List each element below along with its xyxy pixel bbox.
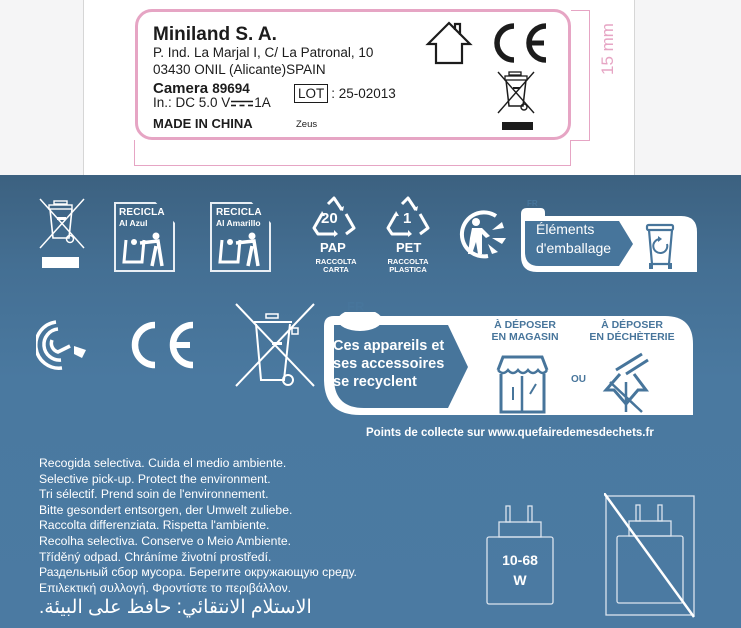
brand: Zeus [296, 119, 318, 130]
or-label: OU [571, 374, 586, 385]
option-dechetterie-line1: À DÉPOSER [601, 319, 663, 331]
option-store-line2: EN MAGASIN [491, 331, 559, 343]
person-recycling-icon [122, 232, 168, 268]
pet-line2: PLASTICA [389, 265, 427, 274]
weee-crossed-bin-icon [234, 302, 316, 388]
device-message-line2: ses accessoires [333, 356, 445, 372]
ce-mark-icon [125, 320, 199, 370]
pet-code: PET [396, 240, 422, 255]
instruction-pt: Recolha selectiva. Conserve o Meio Ambiente. [39, 533, 292, 548]
ce-mark-icon [488, 22, 552, 64]
pap-code: PAP [320, 240, 346, 255]
pet-number: 1 [403, 210, 412, 227]
house-indoor-use-icon [425, 20, 473, 66]
lot-number [294, 84, 396, 103]
option-dechetterie [577, 319, 687, 343]
instruction-ar: الاستلام الانتقائي: حافظ على البيئة. [39, 597, 312, 619]
origin: MADE IN CHINA [153, 116, 253, 131]
fr-tag: FR [347, 299, 365, 314]
instruction-es: Recogida selectiva. Cuida el medio ambiente. [39, 456, 287, 470]
dimension-label: 15 mm [598, 23, 617, 75]
dc-symbol-icon [231, 100, 253, 107]
address-line-2: 03430 ONIL (Alicante)SPAIN [153, 62, 326, 77]
device-message-line3: se recyclent [333, 374, 417, 390]
recicla-amarillo-subtitle: Al Amarillo [216, 218, 261, 228]
multilingual-instructions [39, 456, 357, 619]
option-store [480, 319, 570, 343]
instruction-el: Επιλεκτική συλλογή. Φροντίστε το περιβάλλον. [39, 580, 292, 595]
instruction-fr: Tri sélectif. Prend soin de l'environnement. [39, 487, 269, 502]
wireless-marking-icon [36, 318, 90, 372]
lot-value: : 25-02013 [331, 86, 396, 101]
input-voltage: In.: DC 5.0 V [153, 95, 231, 110]
dimension-line-bottom [134, 140, 571, 166]
input-rating [153, 95, 271, 110]
instruction-de: Bitte gesondert entsorgen, der Umwelt zuliebe. [39, 502, 293, 517]
instruction-ru: Раздельный сбор мусора. Берегите окружающую среду. [39, 565, 357, 580]
device-message-line1: Ces appareils et [333, 338, 445, 354]
instruction-en: Selective pick-up. Protect the environment. [39, 471, 271, 486]
charger-not-included-icon [604, 493, 698, 618]
person-recycling-icon [218, 232, 264, 268]
recicla-amarillo-title: RECICLA [216, 207, 262, 218]
dimension-line-right [571, 10, 590, 141]
lot-label: LOT [294, 84, 328, 103]
product-name-text: Camera [153, 80, 209, 97]
instruction-it: Raccolta differenziata. Rispetta l'ambiente. [39, 518, 270, 533]
weee-crossed-bin-icon [37, 198, 87, 270]
recicla-azul-title: RECICLA [119, 207, 165, 218]
charger-power-unit: W [513, 572, 527, 588]
triman-fr-line2: d'emballage [536, 240, 612, 256]
pap-number: 20 [321, 210, 338, 227]
charger-power-range: 10-68 [502, 552, 538, 568]
option-dechetterie-line2: EN DÉCHÈTERIE [589, 331, 675, 343]
recicla-azul-subtitle: Al Azul [119, 218, 148, 228]
input-current: 1A [254, 95, 271, 110]
pap-line2: CARTA [323, 265, 349, 274]
company-name: Miniland S. A. [153, 24, 277, 45]
weee-crossed-bin-icon [496, 70, 538, 132]
collection-points-url[interactable]: Points de collecte sur www.quefairedemesdechets.fr [366, 427, 654, 439]
product-code: 89694 [212, 81, 250, 96]
triman-fr-tag: FR [527, 199, 538, 208]
instruction-cs: Tříděný odpad. Chráníme životní prostředí. [39, 549, 272, 564]
triman-icon [458, 208, 510, 260]
pet-line1: RACCOLTA [387, 257, 429, 266]
pap-line1: RACCOLTA [315, 257, 357, 266]
address-line-1: P. Ind. La Marjal I, C/ La Patronal, 10 [153, 45, 374, 60]
triman-fr-line1: Éléments [536, 221, 595, 237]
option-store-line1: À DÉPOSER [494, 319, 556, 331]
